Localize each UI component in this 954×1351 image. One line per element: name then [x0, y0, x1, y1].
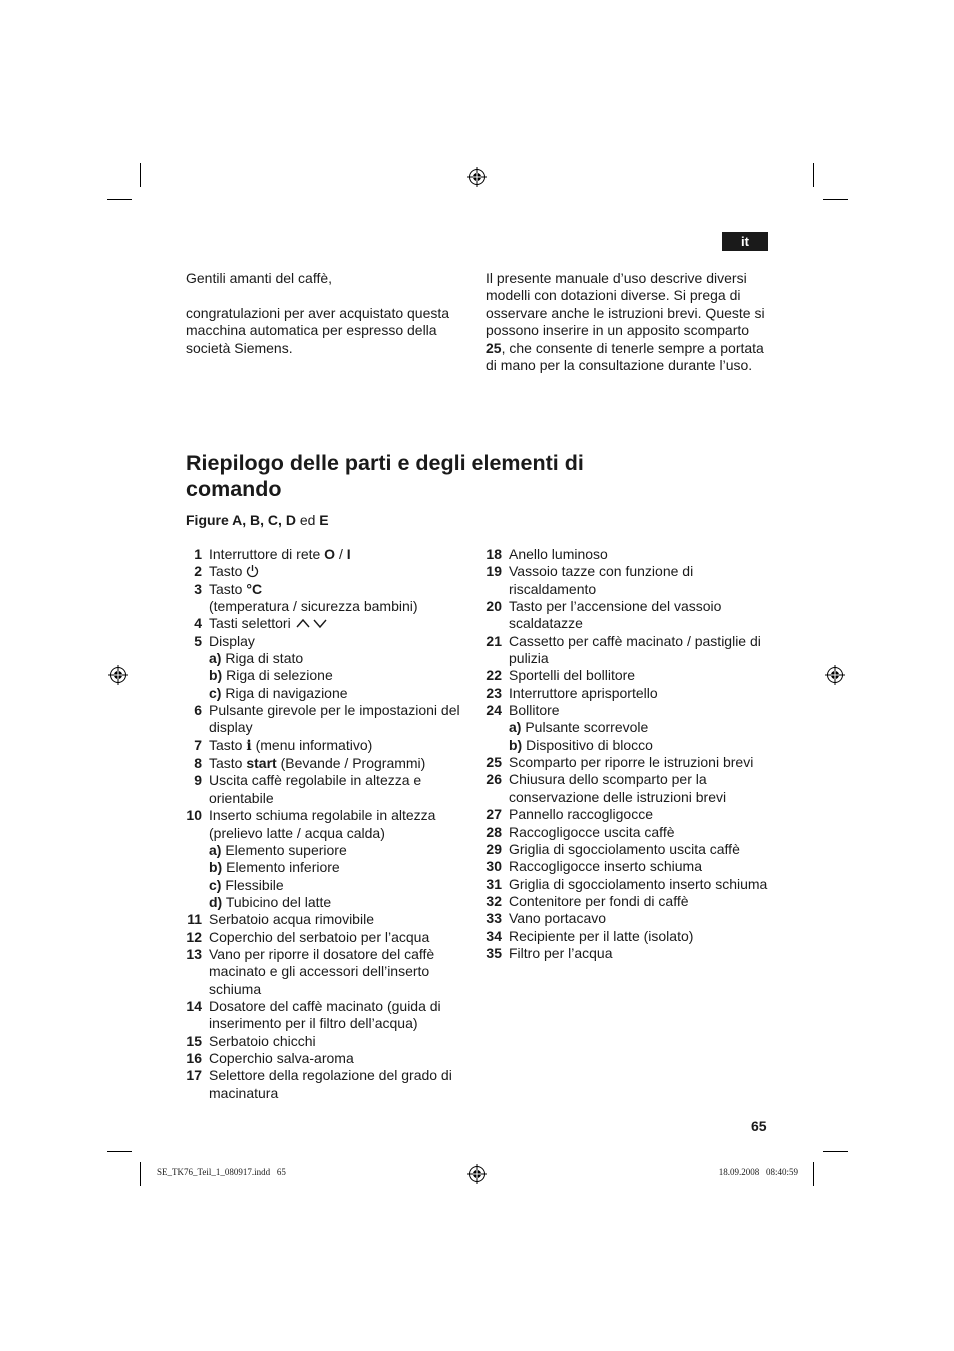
- part-number: 32: [486, 892, 502, 909]
- part-description: [209, 755, 470, 772]
- part-subitem: [209, 667, 470, 684]
- slug-filename: SE_TK76_Teil_1_080917.indd 65: [157, 1167, 286, 1177]
- part-text: Tasti selettori: [209, 615, 295, 632]
- section-title: Riepilogo delle parti e degli elementi di comando: [186, 451, 584, 501]
- part-number: 11: [187, 911, 202, 928]
- part-text: Recipiente per il latte (isolato): [509, 927, 694, 944]
- part-text: Sportelli del bollitore: [509, 667, 636, 684]
- part-description: [209, 772, 470, 807]
- part-description: [509, 771, 770, 806]
- part-description: [209, 1033, 470, 1050]
- part-number: 30: [486, 858, 502, 875]
- part-subitem: [209, 842, 470, 859]
- part-item: [186, 946, 470, 998]
- subitem-text: Tubicino del latte: [222, 893, 332, 910]
- part-number: 19: [486, 563, 502, 580]
- part-subitem: [209, 685, 470, 702]
- part-text: Griglia di sgocciolamento uscita caffè: [509, 840, 740, 857]
- parts-list-right: [486, 546, 770, 962]
- part-description: [209, 998, 470, 1033]
- part-number: 20: [486, 598, 502, 615]
- part-text: Selettore della regolazione del grado di macinatura: [209, 1067, 452, 1101]
- subitem-label: d): [209, 893, 223, 910]
- language-tab: it: [722, 232, 768, 251]
- part-description: [509, 598, 770, 633]
- part-item: [186, 1050, 470, 1067]
- part-description: [209, 633, 470, 702]
- part-item: [486, 893, 770, 910]
- registration-mark-icon: [467, 1164, 487, 1184]
- part-item: [186, 807, 470, 911]
- part-subitem: [209, 859, 470, 876]
- part-text: Bollitore: [509, 702, 560, 719]
- part-number: 18: [486, 546, 502, 562]
- part-number: 25: [486, 754, 502, 771]
- part-item: [486, 685, 770, 702]
- part-description: [509, 893, 770, 910]
- part-description: [209, 581, 470, 616]
- part-description: [509, 702, 770, 754]
- part-number: 27: [486, 806, 502, 823]
- part-number: 2: [194, 563, 202, 580]
- figure-reference-letters: Figure A, B, C, D: [186, 512, 296, 528]
- subitem-text: (temperatura / sicurezza bambini): [209, 598, 418, 615]
- subitem-text: Elemento superiore: [221, 841, 347, 858]
- part-item: [186, 1067, 470, 1102]
- crop-mark: [140, 163, 141, 187]
- subitem-text: Elemento inferiore: [222, 859, 340, 876]
- part-text: Tasto per l’accensione del vassoio scaldatazze: [509, 598, 722, 632]
- crop-mark: [813, 163, 814, 187]
- part-number: 9: [194, 772, 202, 789]
- part-number: 6: [194, 702, 202, 719]
- part-text: Interruttore di rete: [209, 546, 325, 562]
- part-description: [209, 702, 470, 737]
- part-text: Anello luminoso: [509, 546, 608, 562]
- part-subitem: [509, 719, 770, 736]
- part-text: Interruttore aprisportello: [509, 684, 658, 701]
- part-number: 34: [486, 927, 502, 944]
- figure-reference-connector: ed: [299, 512, 316, 528]
- part-number: 8: [194, 755, 202, 772]
- subitem-label: c): [209, 876, 222, 893]
- part-text: Serbatoio acqua rimovibile: [209, 911, 374, 928]
- part-description: [209, 737, 470, 755]
- part-item: [486, 910, 770, 927]
- part-description: [509, 858, 770, 875]
- part-text: (menu informativo): [251, 736, 373, 753]
- part-item: [186, 702, 470, 737]
- part-item: [186, 546, 470, 563]
- info-icon: i: [246, 737, 252, 754]
- part-text: Cassetto per caffè macinato / pastiglie di pulizia: [509, 632, 761, 667]
- part-description: [509, 841, 770, 858]
- part-description: [209, 563, 470, 580]
- manual-note-text: Il presente manuale d’uso descrive diversi modelli con dotazioni diverse. Si prega di osservare anche le istruzioni brevi. Queste si possono inserire in un apposito scomparto: [486, 270, 765, 339]
- part-description: [509, 667, 770, 684]
- part-description: [509, 633, 770, 668]
- part-description: [509, 754, 770, 771]
- congratulations-paragraph: congratulazioni per aver acquistato questa macchina automatica per espresso della società Siemens.: [186, 304, 450, 356]
- part-number: 1: [194, 546, 202, 562]
- part-item: [186, 563, 470, 580]
- greeting: Gentili amanti del caffè,: [186, 270, 333, 286]
- part-item: [486, 633, 770, 668]
- part-description: [209, 807, 470, 911]
- part-description: [209, 929, 470, 946]
- part-number: 23: [486, 684, 502, 701]
- part-description: [509, 546, 770, 563]
- subitem-label: b): [209, 859, 223, 876]
- part-text: Contenitore per fondi di caffè: [509, 892, 689, 909]
- part-subitem: [209, 650, 470, 667]
- part-item: [486, 858, 770, 875]
- part-description: [209, 1050, 470, 1067]
- subitem-text: Flessibile: [221, 876, 284, 893]
- part-number: 26: [486, 771, 502, 788]
- crop-mark: [823, 1151, 848, 1152]
- slug-timestamp: 18.09.2008 08:40:59: [718, 1167, 798, 1177]
- crop-mark: [107, 199, 132, 200]
- part-item: [186, 615, 470, 632]
- part-description: [209, 615, 470, 632]
- part-number: 28: [486, 823, 502, 840]
- part-number: 12: [186, 928, 202, 945]
- part-subitem: [209, 598, 470, 615]
- part-bold-label: start: [246, 755, 277, 772]
- part-item: [486, 546, 770, 563]
- part-item: [486, 771, 770, 806]
- subitem-text: Pulsante scorrevole: [521, 719, 649, 736]
- part-item: [486, 824, 770, 841]
- subitem-label: b): [209, 667, 223, 684]
- part-number: 33: [486, 910, 502, 927]
- part-description: [209, 911, 470, 928]
- part-text: Vano portacavo: [509, 910, 607, 927]
- subitem-label: c): [209, 684, 222, 701]
- part-number: 35: [486, 944, 502, 961]
- part-text: Filtro per l’acqua: [509, 944, 613, 961]
- chevron-up-down-icon: [295, 616, 329, 630]
- part-number: 17: [186, 1067, 202, 1084]
- part-description: [509, 824, 770, 841]
- part-number: 10: [186, 807, 202, 824]
- part-subitem: [209, 894, 470, 911]
- part-number: 24: [486, 702, 502, 719]
- part-item: [486, 563, 770, 598]
- part-item: [486, 841, 770, 858]
- part-number: 29: [486, 840, 502, 857]
- part-number: 7: [194, 736, 202, 753]
- part-text: Coperchio salva-aroma: [209, 1049, 354, 1066]
- part-text: Inserto schiuma regolabile in altezza (prelievo latte / acqua calda): [209, 807, 436, 841]
- subitem-text: Riga di selezione: [222, 667, 333, 684]
- part-text: Chiusura dello scomparto per la conservazione delle istruzioni brevi: [509, 771, 727, 805]
- part-text: Raccogligocce inserto schiuma: [509, 858, 702, 875]
- part-number: 22: [486, 667, 502, 684]
- part-bold-label: I: [346, 546, 351, 562]
- part-text: Tasto: [209, 563, 247, 580]
- part-item: [186, 755, 470, 772]
- part-text: Vano per riporre il dosatore del caffè macinato e gli accessori dell’inserto schiuma: [209, 945, 435, 997]
- part-description: [509, 806, 770, 823]
- figure-reference: [186, 512, 329, 528]
- part-text: Uscita caffè regolabile in altezza e orientabile: [209, 772, 422, 806]
- part-text: Dosatore del caffè macinato (guida di inserimento per il filtro dell’acqua): [209, 997, 441, 1032]
- part-number: 5: [194, 632, 202, 649]
- part-item: [486, 945, 770, 962]
- page-number: 65: [751, 1118, 767, 1134]
- part-item: [186, 1033, 470, 1050]
- subitem-label: b): [509, 736, 523, 753]
- part-item: [186, 772, 470, 807]
- subitem-text: Riga di stato: [221, 650, 304, 667]
- part-text: Serbatoio chicchi: [209, 1032, 316, 1049]
- part-item: [186, 581, 470, 616]
- part-description: [509, 928, 770, 945]
- part-description: [509, 945, 770, 962]
- registration-mark-icon: [467, 167, 487, 187]
- part-number: 13: [186, 945, 202, 962]
- part-item: [186, 911, 470, 928]
- part-number: 16: [186, 1049, 202, 1066]
- part-text: Pulsante girevole per le impostazioni del display: [209, 702, 460, 736]
- power-icon: [246, 564, 259, 578]
- registration-mark-icon: [825, 665, 845, 685]
- part-text: (Bevande / Programmi): [276, 755, 426, 772]
- part-number: 4: [194, 615, 202, 632]
- subitem-label: a): [209, 650, 222, 667]
- part-description: [209, 546, 470, 563]
- part-description: [509, 563, 770, 598]
- subitem-label: a): [509, 719, 522, 736]
- part-text: Scomparto per riporre le istruzioni brevi: [509, 754, 754, 771]
- part-subitem: [509, 737, 770, 754]
- part-description: [209, 1067, 470, 1102]
- part-item: [186, 737, 470, 755]
- compartment-number: 25: [486, 339, 502, 356]
- part-bold-label: °C: [246, 580, 263, 597]
- part-description: [509, 910, 770, 927]
- part-item: [486, 928, 770, 945]
- part-item: [186, 929, 470, 946]
- intro-left-column: [186, 270, 468, 357]
- subitem-text: Dispositivo di blocco: [522, 736, 653, 753]
- part-bold-label: O: [324, 546, 336, 562]
- part-item: [186, 998, 470, 1033]
- part-item: [486, 876, 770, 893]
- part-item: [486, 598, 770, 633]
- part-number: 31: [486, 875, 502, 892]
- crop-mark: [813, 1162, 814, 1186]
- registration-mark-icon: [108, 665, 128, 685]
- manual-note-paragraph: [486, 270, 766, 374]
- crop-mark: [823, 199, 848, 200]
- part-number: 21: [486, 632, 502, 649]
- part-number: 15: [186, 1032, 202, 1049]
- part-text: Tasto: [209, 580, 247, 597]
- part-text: Vassoio tazze con funzione di riscaldamento: [509, 563, 694, 597]
- part-item: [486, 667, 770, 684]
- part-text: Display: [209, 632, 255, 649]
- part-text: Griglia di sgocciolamento inserto schiuma: [509, 875, 768, 892]
- intro-right-column: [486, 270, 766, 374]
- part-text: Raccogligocce uscita caffè: [509, 823, 675, 840]
- part-description: [509, 876, 770, 893]
- part-item: [486, 702, 770, 754]
- subitem-text: Riga di navigazione: [221, 684, 348, 701]
- manual-note-text-end: , che consente di tenerle sempre a portata di mano per la consultazione durante l’uso.: [486, 339, 764, 374]
- subitem-label: a): [209, 841, 222, 858]
- crop-mark: [140, 1162, 141, 1186]
- part-number: 14: [186, 997, 202, 1014]
- part-text: Tasto: [209, 755, 247, 772]
- part-item: [486, 754, 770, 771]
- crop-mark: [107, 1151, 132, 1152]
- part-text: Tasto: [209, 736, 247, 753]
- part-subitem: [209, 877, 470, 894]
- figure-reference-last: E: [319, 512, 329, 528]
- part-text: Pannello raccogligocce: [509, 806, 653, 823]
- part-text: /: [335, 546, 347, 562]
- part-description: [509, 685, 770, 702]
- parts-list-left: [186, 546, 470, 1102]
- part-description: [209, 946, 470, 998]
- part-item: [486, 806, 770, 823]
- part-item: [186, 633, 470, 702]
- part-number: 3: [194, 580, 202, 597]
- part-text: Coperchio del serbatoio per l’acqua: [209, 928, 430, 945]
